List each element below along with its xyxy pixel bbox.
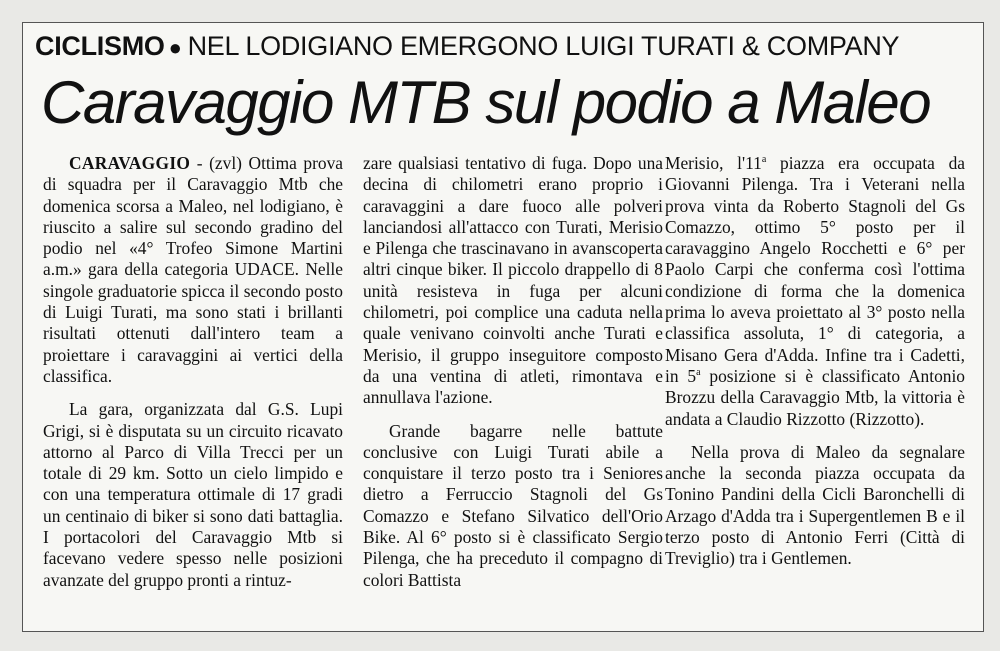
paragraph-3: zare qualsiasi tentativo di fuga. Dopo una decina di chilometri erano proprio i caravaggini a dare fuoco alle polveri lanciandosi all'attacco con Turati, Merisio e Pilenga che trascinavano in avanscoperta altri cinque biker. Il piccolo drappello di 8 unità resisteva in fuga per alcuni chilometri, poi complice una caduta nella quale venivano coinvolti anche Turati e Merisio, il gruppo inseguitore composto da una ventina di atleti, rimontava e annullava l'azione. [363,153,663,408]
paragraph-5 [665,153,965,430]
dateline: CARAVAGGIO [69,153,191,173]
kicker-text: NEL LODIGIANO EMERGONO LUIGI TURATI & COMPANY [187,31,900,61]
headline: Caravaggio MTB sul podio a Maleo [41,69,931,136]
newspaper-article [22,22,984,632]
section-label: CICLISMO [35,31,165,61]
paragraph-2: La gara, organizzata dal G.S. Lupi Grigi, si è disputata su un circuito ricavato attorno al Parco di Villa Trecci per un totale di 29 km. Sotto un cielo limpido e con una temperatura ottimale di 17 gradi un centinaio di biker si sono dati battaglia. I portacolori del Caravaggio Mtb si facevano vedere spesso nelle posizioni avanzate del gruppo pronti a rintuz- [43,399,343,590]
paragraph-1-text: - (zvl) Ottima prova di squadra per il Caravaggio Mtb che domenica scorsa a Maleo, nel lodigiano, è riuscito a salire sul secondo gradino del podio nel «4° Trofeo Simone Martini a.m.» gara della categoria UDACE. Nelle singole graduatorie spicca il secondo posto di Luigi Turati, ma sono stati i brillanti risultati ottenuti dall'intero team a proiettare i caravaggini ai vertici della classifica. [43,153,343,386]
column-1 [43,153,343,591]
kicker-line [35,29,899,65]
ordinal-superscript: a [696,367,701,379]
paragraph-4: Grande bagarre nelle battute conclusive con Luigi Turati abile a conquistare il terzo posto tra i Seniores dietro a Ferruccio Stagnoli del Gs Comazzo e Stefano Silvatico dell'Orio Bike. Al 6° posto si è classificato Sergio Pilenga, che ha preceduto il compagno di colori Battista [363,420,663,590]
column-2 [363,153,663,591]
paragraph-5-part-b: piazza era occupata da Giovanni Pilenga. Tra i Veterani nella prova vinta da Roberto Stagnoli del Gs Comazzo, ottimo 5° posto per il caravaggino Angelo Rocchetti e 6° per Paolo Carpi che conferma così l'ottima condizione di forma che la domenica prima lo aveva proiettato al 3° posto nella classifica assoluta, 1° di categoria, a Misano Gera d'Adda. Infine tra i Cadetti, in 5 [665,153,965,386]
column-3 [665,153,965,570]
bleed-through-text-top [0,2,1000,18]
bleed-through-text-bottom [0,636,1000,651]
paragraph-1 [43,153,343,387]
ordinal-superscript: a [761,154,767,166]
paragraph-6: Nella prova di Maleo da segnalare anche la seconda piazza occupata da Tonino Pandini della Cicli Baronchelli di Arzago d'Adda tra i Supergentlemen B e il terzo posto di Antonio Ferri (Città di Treviglio) tra i Gentlemen. [665,441,965,569]
bullet-icon: ● [168,35,182,60]
paragraph-5-part-a: Merisio, l'11 [665,153,762,173]
paragraph-5-part-c: posizione si è classificato Antonio Brozzu della Caravaggio Mtb, la vittoria è andata a Claudio Rizzotto (Rizzotto). [665,365,965,429]
